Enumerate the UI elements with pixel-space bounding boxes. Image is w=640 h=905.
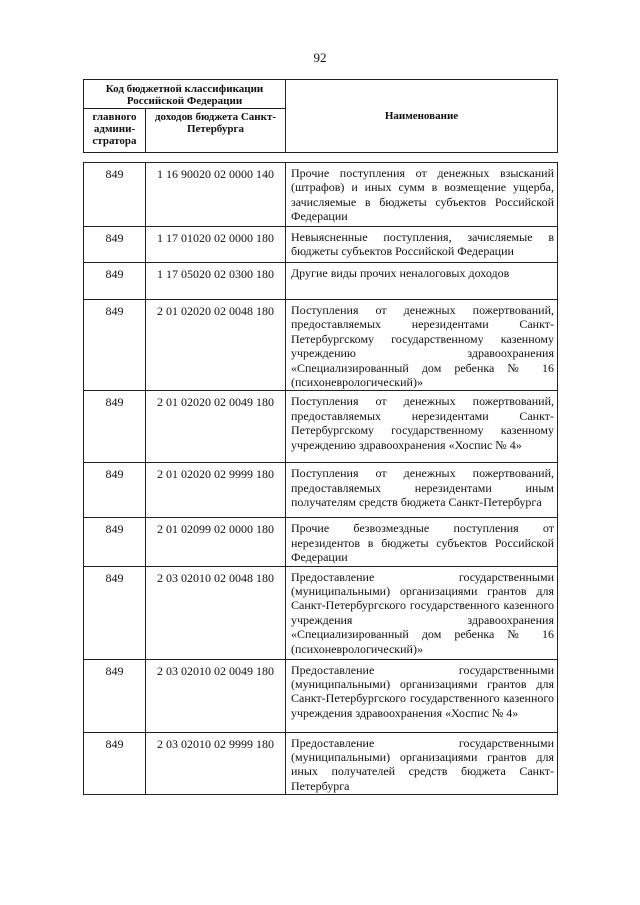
revenue-name-cell: Предоставление государственными (муниципальными) организациями грантов для Санкт-Петербургского государственного казенного учреждения здравоохранения «Хоспис № 4» bbox=[286, 659, 558, 732]
revenue-name-cell: Поступления от денежных пожертвований, предоставляемых нерезидентами Санкт-Петербургскому государственному казенному учреждению здравоохранения «Специализированный дом ребенка № 16 (психоневрологический)» bbox=[286, 300, 558, 391]
revenue-name-cell: Прочие безвозмездные поступления от нерезидентов в бюджеты субъектов Российской Федерации bbox=[286, 518, 558, 566]
table-row bbox=[84, 391, 558, 463]
revenue-code-cell: 2 03 02010 02 9999 180 bbox=[146, 732, 286, 795]
table-row bbox=[84, 163, 558, 227]
page-number: 92 bbox=[313, 50, 327, 65]
revenue-code-cell: 2 03 02010 02 0049 180 bbox=[146, 659, 286, 732]
admin-code-cell: 849 bbox=[84, 391, 146, 463]
admin-code-cell: 849 bbox=[84, 463, 146, 518]
header-chief-administrator: главного админи-стратора bbox=[84, 109, 146, 153]
revenue-code-cell: 1 17 05020 02 0300 180 bbox=[146, 263, 286, 300]
revenue-code-cell: 2 01 02020 02 9999 180 bbox=[146, 463, 286, 518]
table-row bbox=[84, 300, 558, 391]
table-row bbox=[84, 463, 558, 518]
revenue-name-cell: Невыясненные поступления, зачисляемые в бюджеты субъектов Российской Федерации bbox=[286, 227, 558, 263]
revenue-code-cell: 2 01 02020 02 0048 180 bbox=[146, 300, 286, 391]
table-row bbox=[84, 227, 558, 263]
table-row bbox=[84, 732, 558, 795]
header-name: Наименование bbox=[286, 80, 558, 153]
table-row bbox=[84, 518, 558, 566]
revenue-name-cell: Предоставление государственными (муниципальными) организациями грантов для Санкт-Петербургского государственного казенного учреждения здравоохранения «Специализированный дом ребенка № 16 (психоневрологический)» bbox=[286, 566, 558, 659]
admin-code-cell: 849 bbox=[84, 518, 146, 566]
table-row bbox=[84, 263, 558, 300]
revenue-name-cell: Поступления от денежных пожертвований, предоставляемых нерезидентами иным получателям средств бюджета Санкт-Петербурга bbox=[286, 463, 558, 518]
table-header bbox=[83, 79, 558, 153]
revenue-code-cell: 1 16 90020 02 0000 140 bbox=[146, 163, 286, 227]
revenue-code-cell: 2 03 02010 02 0048 180 bbox=[146, 566, 286, 659]
admin-code-cell: 849 bbox=[84, 227, 146, 263]
table-body bbox=[84, 163, 558, 795]
admin-code-cell: 849 bbox=[84, 300, 146, 391]
revenue-name-cell: Прочие поступления от денежных взысканий (штрафов) и иных сумм в возмещение ущерба, зачисляемые в бюджеты субъектов Российской Федерации bbox=[286, 163, 558, 227]
revenue-code-cell: 2 01 02099 02 0000 180 bbox=[146, 518, 286, 566]
admin-code-cell: 849 bbox=[84, 659, 146, 732]
admin-code-cell: 849 bbox=[84, 566, 146, 659]
table-row bbox=[84, 566, 558, 659]
header-budget-classification: Код бюджетной классификации Российской Федерации bbox=[84, 80, 286, 109]
revenue-name-cell: Предоставление государственными (муниципальными) организациями грантов для иных получателей средств бюджета Санкт-Петербурга bbox=[286, 732, 558, 795]
header-budget-revenue-code: доходов бюджета Санкт-Петербурга bbox=[146, 109, 286, 153]
admin-code-cell: 849 bbox=[84, 732, 146, 795]
revenue-name-cell: Поступления от денежных пожертвований, предоставляемых нерезидентами Санкт-Петербургскому государственному казенному учреждению здравоохранения «Хоспис № 4» bbox=[286, 391, 558, 463]
budget-codes-table bbox=[83, 162, 558, 795]
table-row bbox=[84, 659, 558, 732]
revenue-name-cell: Другие виды прочих неналоговых доходов bbox=[286, 263, 558, 300]
admin-code-cell: 849 bbox=[84, 163, 146, 227]
admin-code-cell: 849 bbox=[84, 263, 146, 300]
revenue-code-cell: 2 01 02020 02 0049 180 bbox=[146, 391, 286, 463]
revenue-code-cell: 1 17 01020 02 0000 180 bbox=[146, 227, 286, 263]
